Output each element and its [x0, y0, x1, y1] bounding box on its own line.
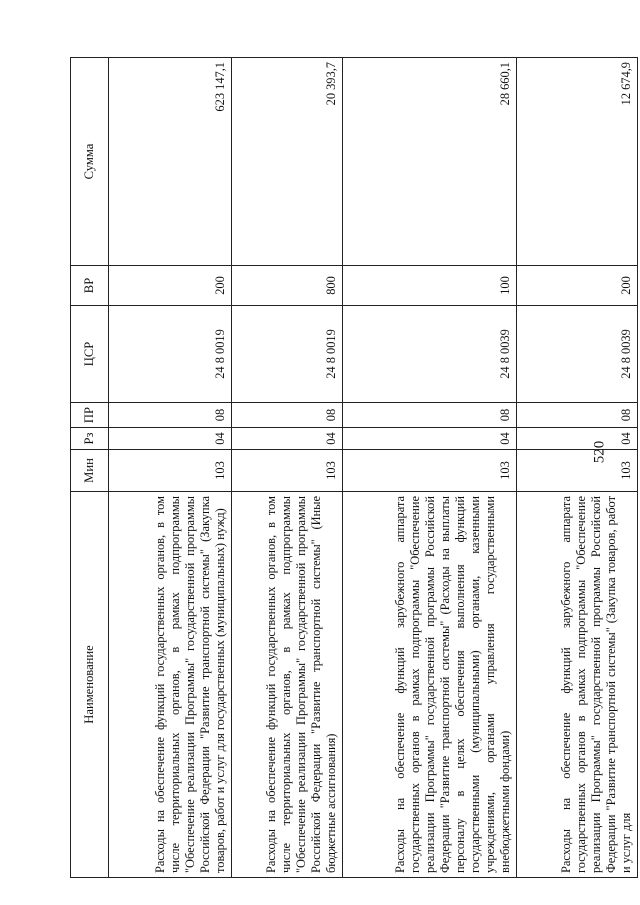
header-vr: ВР [71, 266, 109, 306]
cell-csr: 24 8 0019 [109, 306, 232, 403]
cell-min: 103 [232, 450, 343, 492]
header-sum: Сумма [71, 58, 109, 266]
table-row [343, 58, 517, 878]
cell-min: 103 [343, 450, 517, 492]
cell-name: Расходы на обеспечение функций зарубежного аппарата государственных органов в рамках подпрограммы "Обеспечение реализации Программы" государственной программы Российской Федерации "Развитие транспортной системы" (Закупка товаров, работ и услуг для [517, 492, 638, 878]
budget-table-container [70, 58, 633, 878]
budget-table [70, 57, 638, 878]
cell-rz: 04 [343, 428, 517, 450]
cell-rz: 04 [232, 428, 343, 450]
cell-min: 103 [109, 450, 232, 492]
cell-rz: 04 [109, 428, 232, 450]
table-row [109, 58, 232, 878]
header-rz: Рз [71, 428, 109, 450]
page-number: 520 [591, 440, 608, 464]
cell-vr: 100 [343, 266, 517, 306]
cell-pr: 08 [343, 403, 517, 428]
cell-pr: 08 [109, 403, 232, 428]
header-pr: ПР [71, 403, 109, 428]
table-header-row [71, 58, 109, 878]
cell-csr: 24 8 0039 [343, 306, 517, 403]
cell-name: Расходы на обеспечение функций государственных органов, в том числе территориальных органов, в рамках подпрограммы "Обеспечение реализации Программы" государственной программы Российской Федерации "Развитие транспортной системы" (Иные бюджетные ассигнования) [232, 492, 343, 878]
cell-csr: 24 8 0019 [232, 306, 343, 403]
cell-sum: 20 393,7 [232, 58, 343, 266]
cell-vr: 800 [232, 266, 343, 306]
cell-rz: 04 [517, 428, 638, 450]
header-min: Мин [71, 450, 109, 492]
header-name: Наименование [71, 492, 109, 878]
table-row [517, 58, 638, 878]
header-csr: ЦСР [71, 306, 109, 403]
table-row [232, 58, 343, 878]
cell-sum: 12 674,9 [517, 58, 638, 266]
cell-vr: 200 [109, 266, 232, 306]
cell-min: 103 [517, 450, 638, 492]
cell-sum: 623 147,1 [109, 58, 232, 266]
cell-vr: 200 [517, 266, 638, 306]
cell-pr: 08 [232, 403, 343, 428]
cell-name: Расходы на обеспечение функций государственных органов, в том числе территориальных органов, в рамках подпрограммы "Обеспечение реализации Программы" государственной программы Российской Федерации "Развитие транспортной системы" (Закупка товаров, работ и услуг для государственных (муниципальных) нужд) [109, 492, 232, 878]
cell-name: Расходы на обеспечение функций зарубежного аппарата государственных органов в рамках подпрограммы "Обеспечение реализации Программы" государственной программы Российской Федерации "Развитие транспортной системы" (Расходы на выплаты персоналу в целях обеспечения выполнения функций государственными (муниципальными) органами, казенными учреждениями, органами управления государственными внебюджетными фондами) [343, 492, 517, 878]
cell-sum: 28 660,1 [343, 58, 517, 266]
cell-csr: 24 8 0039 [517, 306, 638, 403]
cell-pr: 08 [517, 403, 638, 428]
